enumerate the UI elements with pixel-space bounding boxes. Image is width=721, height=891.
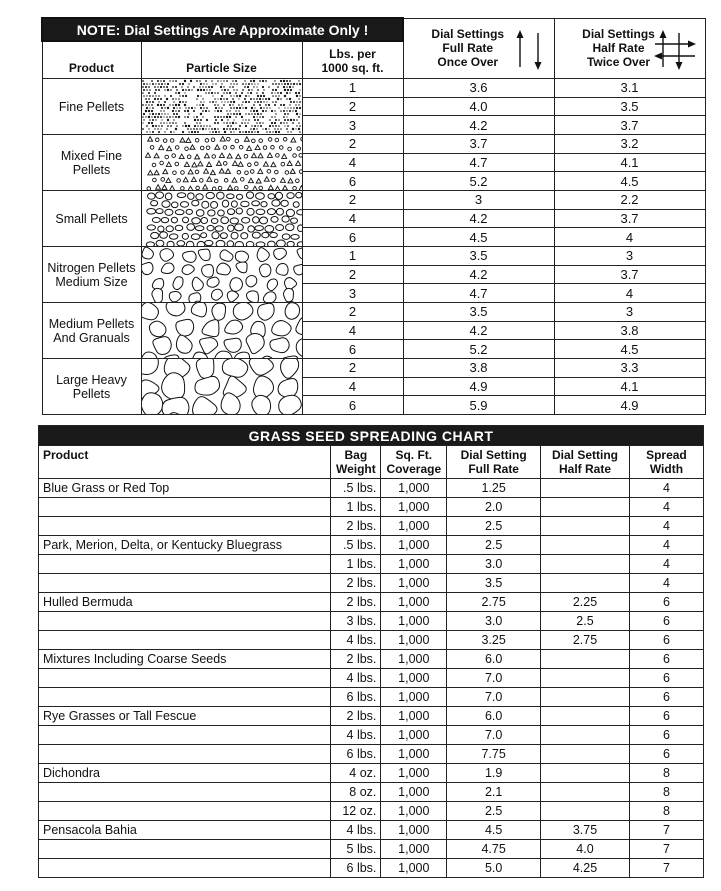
full-rate-setting: 2.5 <box>447 802 541 821</box>
coverage: 1,000 <box>381 764 447 783</box>
coverage: 1,000 <box>381 555 447 574</box>
lbs-per-1000: 3 <box>302 116 403 135</box>
half-rate-value: 3.8 <box>554 321 705 340</box>
half-rate-setting <box>541 745 630 764</box>
grass-product <box>39 574 331 593</box>
full-rate-value: 4.2 <box>403 116 554 135</box>
spread-width: 6 <box>629 688 703 707</box>
bag-weight: 1 lbs. <box>331 555 381 574</box>
half-rate-setting <box>541 783 630 802</box>
grass-product: Pensacola Bahia <box>39 821 331 840</box>
coverage: 1,000 <box>381 859 447 878</box>
spread-width: 4 <box>629 498 703 517</box>
lbs-per-1000: 1 <box>302 247 403 266</box>
spread-width: 7 <box>629 840 703 859</box>
full-rate-value: 3.6 <box>403 79 554 98</box>
half-rate-setting <box>541 802 630 821</box>
coverage: 1,000 <box>381 783 447 802</box>
approximate-note: NOTE: Dial Settings Are Approximate Only ! <box>42 18 403 41</box>
bag-weight: 4 oz. <box>331 764 381 783</box>
particle-size-swatch <box>141 247 302 303</box>
full-rate-value: 3.7 <box>403 135 554 154</box>
coverage: 1,000 <box>381 821 447 840</box>
half-rate-value: 3.7 <box>554 116 705 135</box>
spread-width-header: Spread Width <box>629 446 703 479</box>
full-rate-value: 4.0 <box>403 97 554 116</box>
grass-product: Hulled Bermuda <box>39 593 331 612</box>
table-row <box>39 764 704 783</box>
spread-width: 6 <box>629 650 703 669</box>
full-rate-value: 5.2 <box>403 340 554 359</box>
half-rate-setting: 3.75 <box>541 821 630 840</box>
spread-width: 6 <box>629 612 703 631</box>
spread-width: 7 <box>629 859 703 878</box>
table-row <box>39 802 704 821</box>
coverage: 1,000 <box>381 479 447 498</box>
lbs-per-1000: 6 <box>302 172 403 191</box>
half-rate-value: 3.1 <box>554 79 705 98</box>
half-rate-value: 3.7 <box>554 209 705 228</box>
spread-width: 6 <box>629 707 703 726</box>
full-rate-setting: 7.75 <box>447 745 541 764</box>
product-name: Mixed Fine Pellets <box>42 135 141 191</box>
full-rate-header: Dial Setting Full Rate <box>447 446 541 479</box>
lbs-per-1000: 4 <box>302 209 403 228</box>
particle-size-header: Particle Size <box>141 41 302 79</box>
lbs-per-1000: 6 <box>302 396 403 415</box>
coverage: 1,000 <box>381 669 447 688</box>
bag-weight: 8 oz. <box>331 783 381 802</box>
table-row <box>39 745 704 764</box>
grass-product <box>39 669 331 688</box>
grass-product <box>39 859 331 878</box>
product-header: Product <box>39 446 331 479</box>
bag-weight: 2 lbs. <box>331 574 381 593</box>
grass-product <box>39 802 331 821</box>
half-rate-setting <box>541 764 630 783</box>
full-rate-value: 3.8 <box>403 359 554 378</box>
table-row <box>42 135 705 154</box>
table-row <box>39 593 704 612</box>
spread-width: 8 <box>629 764 703 783</box>
product-name: Large Heavy Pellets <box>42 359 141 415</box>
half-rate-header: Dial Setting Half Rate <box>541 446 630 479</box>
half-rate-setting: 4.25 <box>541 859 630 878</box>
bag-weight: 4 lbs. <box>331 821 381 840</box>
table-row <box>39 688 704 707</box>
table-row <box>39 650 704 669</box>
grass-product <box>39 840 331 859</box>
bag-weight: .5 lbs. <box>331 536 381 555</box>
full-rate-setting: 1.25 <box>447 479 541 498</box>
coverage: 1,000 <box>381 498 447 517</box>
half-rate-value: 4.5 <box>554 172 705 191</box>
bag-weight: 6 lbs. <box>331 859 381 878</box>
half-rate-header: Dial Settings Half Rate Twice Over <box>554 18 705 79</box>
grass-product: Blue Grass or Red Top <box>39 479 331 498</box>
lbs-per-1000: 4 <box>302 321 403 340</box>
full-rate-value: 4.2 <box>403 321 554 340</box>
bag-weight: 2 lbs. <box>331 650 381 669</box>
full-rate-value: 4.7 <box>403 153 554 172</box>
full-rate-value: 3.5 <box>403 303 554 322</box>
half-rate-setting <box>541 536 630 555</box>
spread-width: 4 <box>629 517 703 536</box>
full-rate-value: 4.2 <box>403 209 554 228</box>
grass-product <box>39 555 331 574</box>
coverage: 1,000 <box>381 726 447 745</box>
half-rate-value: 4.9 <box>554 396 705 415</box>
half-rate-setting <box>541 669 630 688</box>
full-rate-setting: 6.0 <box>447 650 541 669</box>
table-row <box>39 498 704 517</box>
grass-product <box>39 745 331 764</box>
crossing-arrows-icon <box>653 29 697 71</box>
up-down-arrows-icon <box>512 29 546 71</box>
grass-product: Park, Merion, Delta, or Kentucky Bluegrass <box>39 536 331 555</box>
grass-product: Dichondra <box>39 764 331 783</box>
half-rate-setting <box>541 555 630 574</box>
table-row <box>42 79 705 98</box>
table-row <box>39 726 704 745</box>
bag-weight: 6 lbs. <box>331 745 381 764</box>
table-row <box>39 631 704 650</box>
full-rate-setting: 2.75 <box>447 593 541 612</box>
product-name: Small Pellets <box>42 191 141 247</box>
spread-width: 4 <box>629 536 703 555</box>
table-row <box>39 517 704 536</box>
half-rate-value: 3.7 <box>554 265 705 284</box>
lbs-per-1000: 3 <box>302 284 403 303</box>
bag-weight: 2 lbs. <box>331 593 381 612</box>
table-row <box>39 821 704 840</box>
half-rate-value: 3 <box>554 247 705 266</box>
spread-width: 4 <box>629 574 703 593</box>
full-rate-header: Dial Settings Full Rate Once Over <box>403 18 554 79</box>
full-rate-setting: 2.5 <box>447 517 541 536</box>
coverage: 1,000 <box>381 650 447 669</box>
full-rate-setting: 3.25 <box>447 631 541 650</box>
full-rate-setting: 3.5 <box>447 574 541 593</box>
table-row <box>39 612 704 631</box>
bag-weight: 4 lbs. <box>331 669 381 688</box>
lbs-per-1000: 2 <box>302 303 403 322</box>
particle-size-swatch <box>141 191 302 247</box>
spread-width: 4 <box>629 479 703 498</box>
full-rate-value: 4.7 <box>403 284 554 303</box>
grass-seed-table <box>38 425 704 878</box>
table-row <box>39 859 704 878</box>
spread-width: 8 <box>629 783 703 802</box>
product-header: Product <box>42 41 141 79</box>
half-rate-setting <box>541 726 630 745</box>
coverage: 1,000 <box>381 745 447 764</box>
full-rate-value: 4.2 <box>403 265 554 284</box>
particle-size-swatch <box>141 303 302 359</box>
coverage: 1,000 <box>381 612 447 631</box>
table-row <box>39 574 704 593</box>
bag-weight: .5 lbs. <box>331 479 381 498</box>
bag-weight: 3 lbs. <box>331 612 381 631</box>
coverage: 1,000 <box>381 631 447 650</box>
coverage: 1,000 <box>381 574 447 593</box>
coverage: 1,000 <box>381 688 447 707</box>
lbs-per-1000: 6 <box>302 340 403 359</box>
spread-width: 6 <box>629 726 703 745</box>
lbs-per-1000: 2 <box>302 97 403 116</box>
half-rate-value: 4 <box>554 284 705 303</box>
half-rate-setting <box>541 650 630 669</box>
half-rate-value: 3 <box>554 303 705 322</box>
spread-width: 6 <box>629 669 703 688</box>
half-rate-value: 3.3 <box>554 359 705 378</box>
full-rate-value: 3 <box>403 191 554 210</box>
grass-product <box>39 612 331 631</box>
coverage: 1,000 <box>381 536 447 555</box>
half-rate-setting <box>541 707 630 726</box>
spread-width: 6 <box>629 745 703 764</box>
coverage: 1,000 <box>381 593 447 612</box>
grass-product <box>39 726 331 745</box>
coverage: 1,000 <box>381 840 447 859</box>
grass-product <box>39 517 331 536</box>
table-row <box>42 303 705 322</box>
particle-size-swatch <box>141 79 302 135</box>
half-rate-setting <box>541 688 630 707</box>
spread-width: 6 <box>629 593 703 612</box>
bag-weight: 5 lbs. <box>331 840 381 859</box>
coverage: 1,000 <box>381 517 447 536</box>
full-rate-value: 4.5 <box>403 228 554 247</box>
half-rate-setting: 2.5 <box>541 612 630 631</box>
table-row <box>39 669 704 688</box>
spread-width: 7 <box>629 821 703 840</box>
half-rate-setting <box>541 517 630 536</box>
full-rate-setting: 2.1 <box>447 783 541 802</box>
lbs-per-1000: 2 <box>302 359 403 378</box>
spread-width: 4 <box>629 555 703 574</box>
half-rate-setting: 4.0 <box>541 840 630 859</box>
product-name: Medium Pellets And Granuals <box>42 303 141 359</box>
product-name: Nitrogen Pellets Medium Size <box>42 247 141 303</box>
particle-size-swatch <box>141 135 302 191</box>
product-name: Fine Pellets <box>42 79 141 135</box>
lbs-per-1000: 4 <box>302 153 403 172</box>
half-rate-setting <box>541 574 630 593</box>
full-rate-setting: 6.0 <box>447 707 541 726</box>
half-rate-value: 3.2 <box>554 135 705 154</box>
half-rate-value: 4.1 <box>554 153 705 172</box>
half-rate-setting <box>541 498 630 517</box>
coverage-header: Sq. Ft. Coverage <box>381 446 447 479</box>
lbs-per-1000: 6 <box>302 228 403 247</box>
grass-chart-title: GRASS SEED SPREADING CHART <box>39 426 704 446</box>
half-rate-value: 4.5 <box>554 340 705 359</box>
table-row <box>39 783 704 802</box>
lbs-per-1000: 2 <box>302 191 403 210</box>
table-row <box>39 536 704 555</box>
half-rate-setting: 2.75 <box>541 631 630 650</box>
grass-product <box>39 783 331 802</box>
bag-weight: 2 lbs. <box>331 517 381 536</box>
full-rate-setting: 7.0 <box>447 669 541 688</box>
table-row <box>42 191 705 210</box>
lbs-per-1000: 1 <box>302 79 403 98</box>
coverage: 1,000 <box>381 707 447 726</box>
full-rate-setting: 1.9 <box>447 764 541 783</box>
full-rate-setting: 7.0 <box>447 688 541 707</box>
table-row <box>39 479 704 498</box>
coverage: 1,000 <box>381 802 447 821</box>
grass-product <box>39 631 331 650</box>
half-rate-value: 2.2 <box>554 191 705 210</box>
fertilizer-dial-table <box>41 17 706 415</box>
bag-weight: 4 lbs. <box>331 631 381 650</box>
grass-product <box>39 498 331 517</box>
full-rate-setting: 2.0 <box>447 498 541 517</box>
lbs-per-1000: 2 <box>302 265 403 284</box>
full-rate-setting: 2.5 <box>447 536 541 555</box>
half-rate-value: 4 <box>554 228 705 247</box>
full-rate-setting: 5.0 <box>447 859 541 878</box>
full-rate-setting: 7.0 <box>447 726 541 745</box>
table-row <box>42 359 705 378</box>
full-rate-value: 5.9 <box>403 396 554 415</box>
bag-weight-header: Bag Weight <box>331 446 381 479</box>
particle-size-swatch <box>141 359 302 415</box>
lbs-per-1000: 4 <box>302 377 403 396</box>
bag-weight: 4 lbs. <box>331 726 381 745</box>
table-row <box>39 555 704 574</box>
half-rate-value: 3.5 <box>554 97 705 116</box>
lbs-per-header: Lbs. per 1000 sq. ft. <box>302 41 403 79</box>
half-rate-value: 4.1 <box>554 377 705 396</box>
grass-product: Mixtures Including Coarse Seeds <box>39 650 331 669</box>
spread-width: 6 <box>629 631 703 650</box>
half-rate-setting: 2.25 <box>541 593 630 612</box>
spread-width: 8 <box>629 802 703 821</box>
grass-product: Rye Grasses or Tall Fescue <box>39 707 331 726</box>
full-rate-setting: 3.0 <box>447 612 541 631</box>
lbs-per-1000: 2 <box>302 135 403 154</box>
bag-weight: 1 lbs. <box>331 498 381 517</box>
table-row <box>42 247 705 266</box>
full-rate-setting: 3.0 <box>447 555 541 574</box>
full-rate-setting: 4.5 <box>447 821 541 840</box>
table-row <box>39 840 704 859</box>
full-rate-value: 3.5 <box>403 247 554 266</box>
table-row <box>39 707 704 726</box>
grass-product <box>39 688 331 707</box>
bag-weight: 6 lbs. <box>331 688 381 707</box>
full-rate-value: 5.2 <box>403 172 554 191</box>
full-rate-value: 4.9 <box>403 377 554 396</box>
full-rate-setting: 4.75 <box>447 840 541 859</box>
bag-weight: 12 oz. <box>331 802 381 821</box>
bag-weight: 2 lbs. <box>331 707 381 726</box>
half-rate-setting <box>541 479 630 498</box>
